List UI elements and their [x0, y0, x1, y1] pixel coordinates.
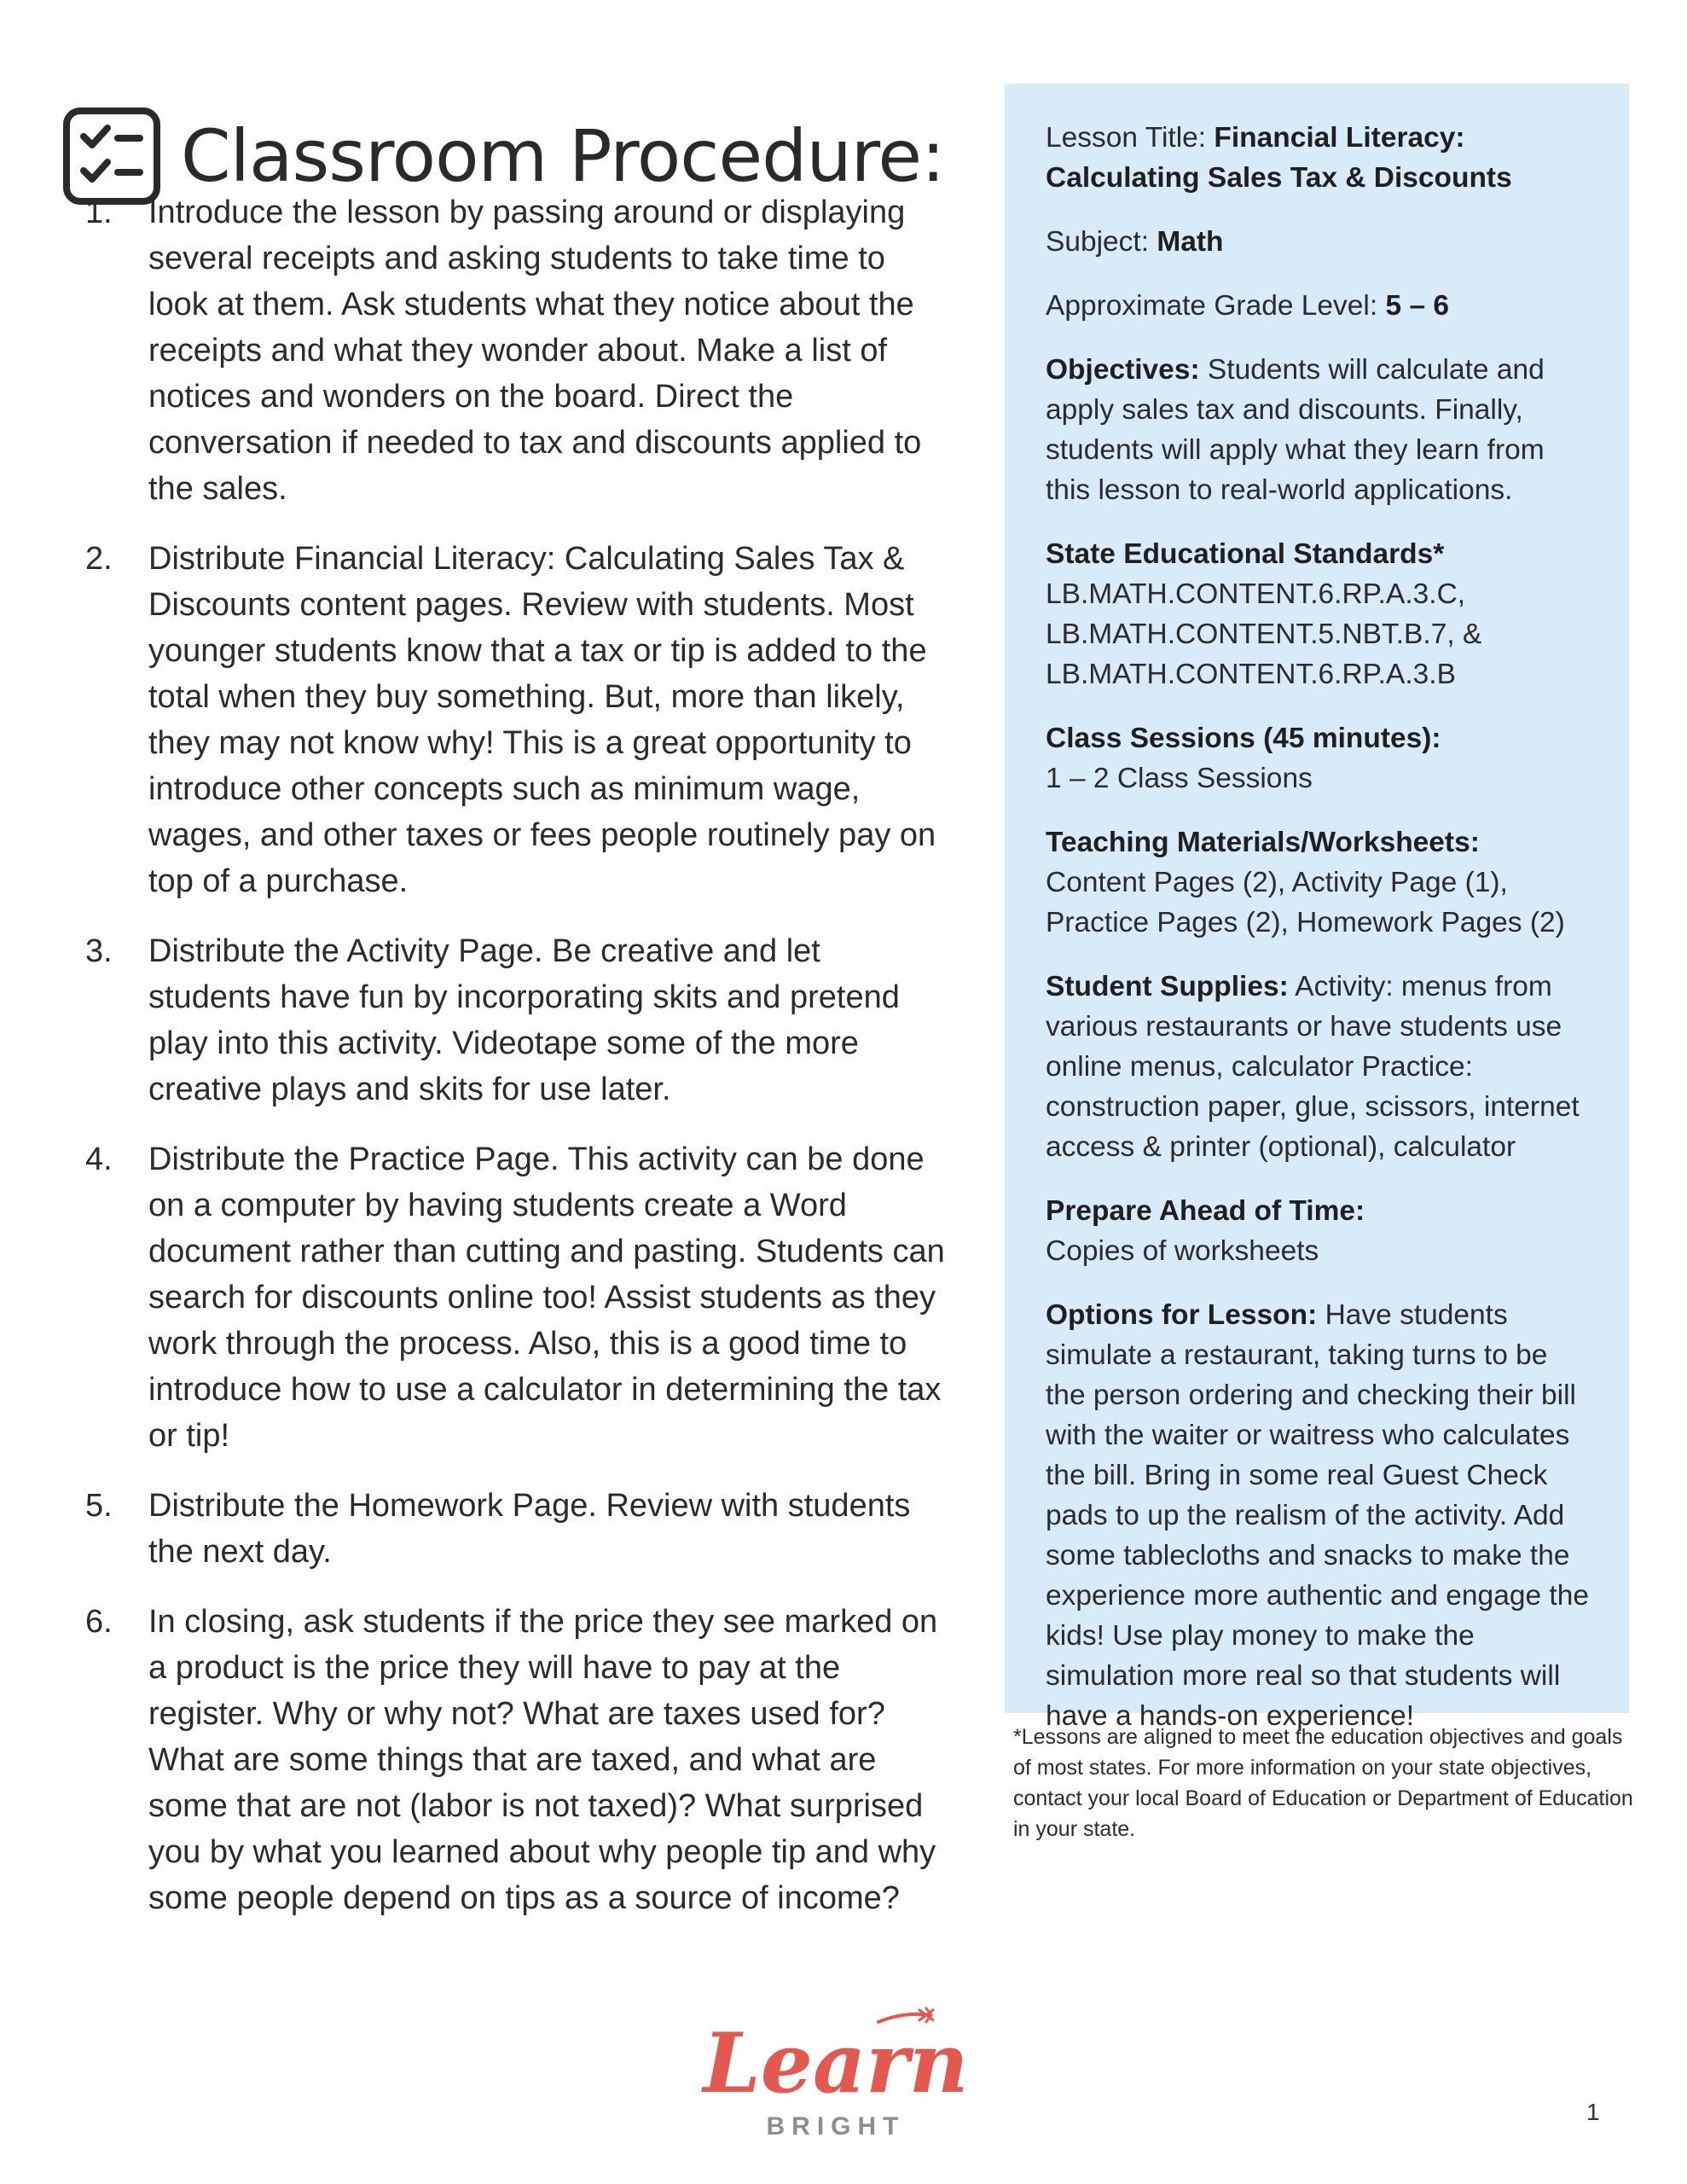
step-number: 1.	[85, 195, 113, 230]
objectives-value: Students will calculate and apply sales tax and discounts. Finally, students will apply what they learn from this lesson to real-world applications.	[1046, 354, 1545, 506]
supplies-label: Student Supplies:	[1046, 971, 1289, 1002]
student-supplies	[1046, 967, 1591, 1167]
prepare-label: Prepare Ahead of Time:	[1046, 1195, 1365, 1227]
procedure-step	[85, 536, 947, 904]
lesson-title-value: Financial Literacy: Calculating Sales Tax & Discounts	[1046, 122, 1512, 194]
step-text: Distribute the Homework Page. Review with students the next day.	[148, 1488, 911, 1570]
procedure-step	[85, 1483, 947, 1575]
step-text: Distribute the Activity Page. Be creative and let students have fun by incorporating skits and pretend play into this activity. Videotape some of the more creative plays and skits for use later.	[148, 933, 900, 1107]
procedure-step	[85, 928, 947, 1112]
page-title: Classroom Procedure:	[181, 114, 945, 199]
class-sessions	[1046, 718, 1591, 799]
lesson-title-label: Lesson Title:	[1046, 122, 1207, 154]
step-number: 3.	[85, 933, 113, 969]
step-text: Distribute the Practice Page. This activity can be done on a computer by having students create a Word document rather than cutting and pasting. Students can search for discounts online too! Assist students as they work through the process. Also, this is a good time to introduce how to use a calculator in determining the tax or tip!	[148, 1141, 945, 1454]
grade-value: 5 – 6	[1385, 290, 1450, 322]
options-value: Have students simulate a restaurant, taking turns to be the person ordering and checking their bill with the waiter or waitress who calculates the bill. Bring in some real Guest Check pads to up the realism of the activity. Add some tablecloths and snacks to make the experience more authentic and engage the kids! Use play money to make the simulation more real so that students will have a hands-on experience!	[1046, 1299, 1589, 1732]
step-text: Distribute Financial Literacy: Calculating Sales Tax & Discounts content pages. Review with students. Most younger students know that a tax or tip is added to the total when they buy something. But, more than likely, they may not know why! This is a great opportunity to introduce other concepts such as minimum wage, wages, and other taxes or fees people routinely pay on top of a purchase.	[148, 541, 936, 899]
lesson-info-panel	[1005, 84, 1629, 1732]
standards-label: State Educational Standards*	[1046, 538, 1445, 570]
svg-text:BRIGHT: BRIGHT	[766, 2112, 906, 2140]
subject-label: Subject:	[1046, 226, 1150, 258]
step-text: In closing, ask students if the price they see marked on a product is the price they will have to pay at the register. Why or why not? What are taxes used for? What are some things that are taxed, and what are some that are not (labor is not taxed)? What surprised you by what you learned about why people tip and why some people depend on tips as a source of income?	[148, 1604, 938, 1916]
lesson-title	[1046, 118, 1591, 198]
teaching-materials	[1046, 822, 1591, 943]
sessions-value: 1 – 2 Class Sessions	[1046, 763, 1313, 794]
standards-footnote: *Lessons are aligned to meet the education objectives and goals of most states. For more information on your state objectives, contact your local Board of Education or Department of Education in your state.	[1013, 1725, 1633, 1841]
standard-item: LB.MATH.CONTENT.5.NBT.B.7, &	[1046, 619, 1482, 650]
procedure-step	[85, 1599, 947, 1921]
step-number: 2.	[85, 541, 113, 577]
options-label: Options for Lesson:	[1046, 1299, 1318, 1331]
procedure-list	[85, 189, 947, 1945]
step-text: Introduce the lesson by passing around or displaying several receipts and asking students to take time to look at them. Ask students what they notice about the receipts and what they wonder about. Make a list of notices and wonders on the board. Direct the conversation if needed to tax and discounts applied to the sales.	[148, 195, 922, 507]
prepare-value: Copies of worksheets	[1046, 1235, 1319, 1267]
materials-value: Content Pages (2), Activity Page (1), Practice Pages (2), Homework Pages (2)	[1046, 867, 1565, 938]
grade-label: Approximate Grade Level:	[1046, 290, 1378, 322]
lesson-options	[1046, 1295, 1591, 1736]
svg-text:Learn: Learn	[703, 2015, 969, 2111]
standards	[1046, 534, 1591, 694]
step-number: 4.	[85, 1141, 113, 1177]
sessions-label: Class Sessions (45 minutes):	[1046, 723, 1441, 754]
materials-label: Teaching Materials/Worksheets:	[1046, 827, 1480, 858]
grade-level	[1046, 286, 1591, 326]
subject	[1046, 222, 1591, 262]
standard-item: LB.MATH.CONTENT.6.RP.A.3.C,	[1046, 578, 1466, 610]
supplies-value: Activity: menus from various restaurants or have students use online menus, calculator Practice: construction paper, glue, scissors, internet access & printer (optional), calculator	[1046, 971, 1580, 1163]
page-number: 1	[1586, 2099, 1600, 2125]
standard-item: LB.MATH.CONTENT.6.RP.A.3.B	[1046, 659, 1456, 690]
procedure-step	[85, 189, 947, 512]
subject-value: Math	[1157, 226, 1224, 258]
step-number: 6.	[85, 1604, 113, 1640]
procedure-step	[85, 1136, 947, 1459]
objectives-label: Objectives:	[1046, 354, 1200, 386]
prepare-ahead	[1046, 1191, 1591, 1271]
learn-bright-logo	[699, 1996, 972, 2150]
step-number: 5.	[85, 1488, 113, 1524]
objectives	[1046, 350, 1591, 510]
